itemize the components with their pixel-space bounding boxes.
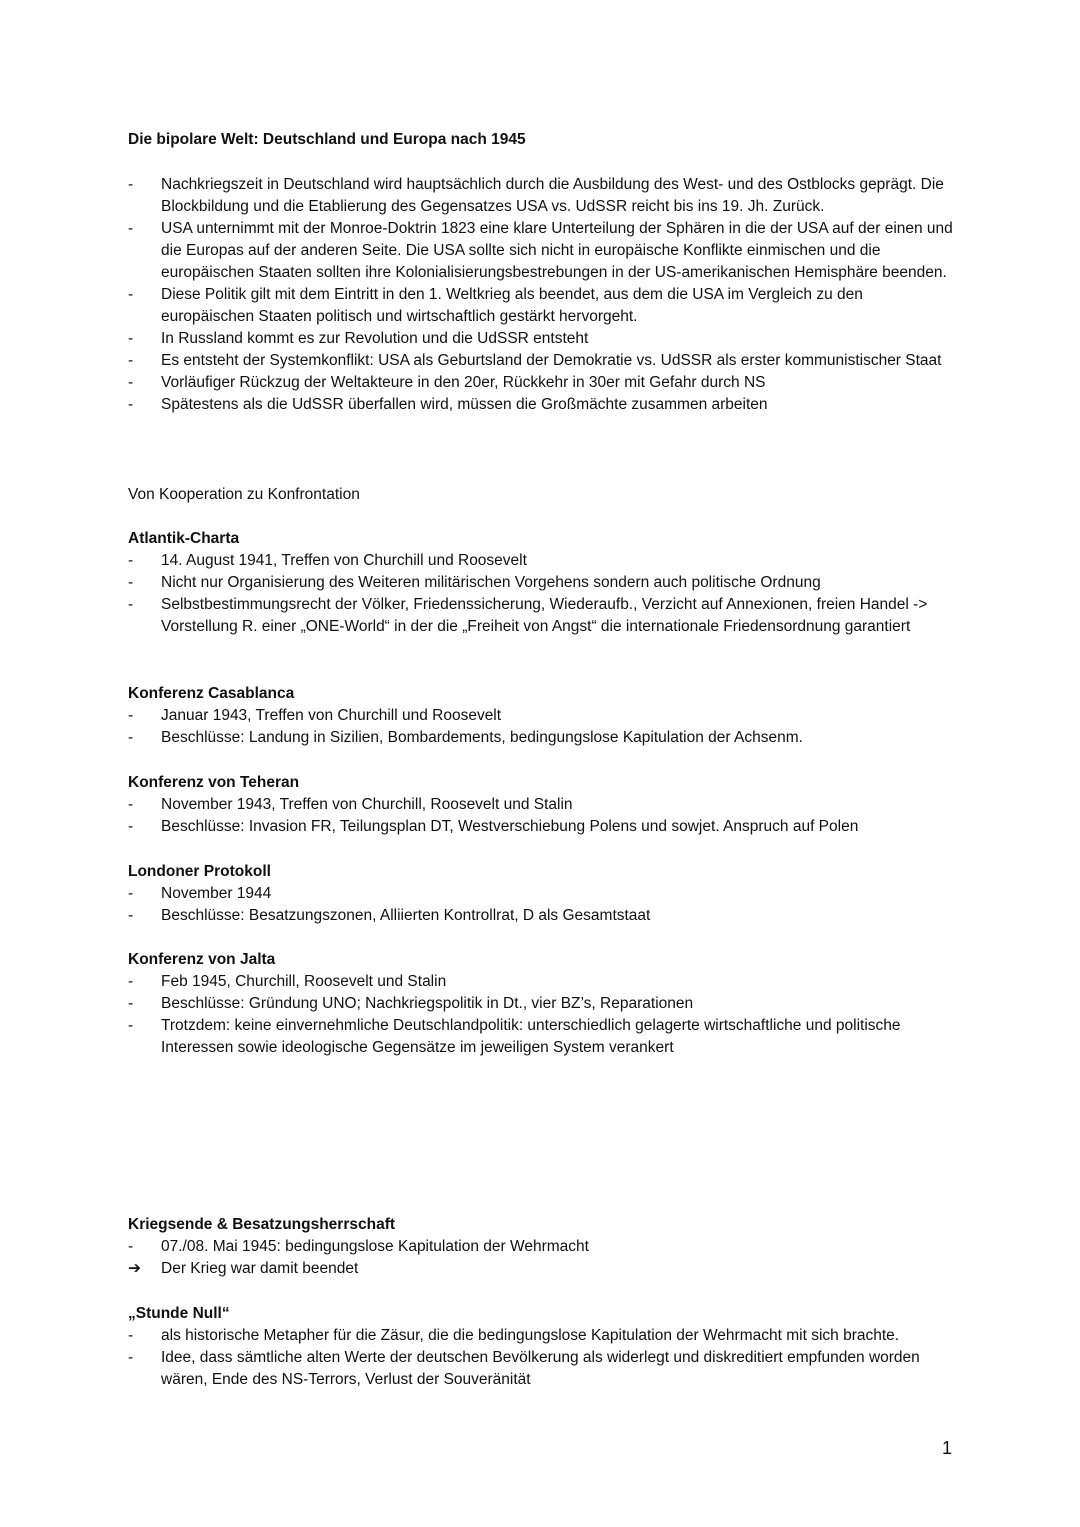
dash-marker: - (128, 220, 134, 237)
list-item (128, 1325, 958, 1347)
section-heading: Konferenz Casablanca (128, 685, 295, 702)
dash-marker: - (128, 796, 134, 813)
list-item-text: Spätestens als die UdSSR überfallen wird, müssen die Großmächte zusammen arbeiten (161, 396, 768, 413)
dash-marker: - (128, 330, 134, 347)
section-heading: Londoner Protokoll (128, 863, 271, 880)
list-item-text: Feb 1945, Churchill, Roosevelt und Stalin (161, 973, 447, 990)
arrow-right-icon: ➔ (128, 1260, 141, 1277)
dash-marker: - (128, 396, 134, 413)
list-item (128, 1236, 958, 1258)
section-heading: „Stunde Null“ (128, 1305, 230, 1322)
list-item-text: Beschlüsse: Landung in Sizilien, Bombardements, bedingungslose Kapitulation der Achsenm. (161, 729, 803, 746)
dash-marker: - (128, 885, 134, 902)
section-list (128, 883, 958, 927)
section-konferenz-jalta (128, 949, 958, 1059)
dash-marker: - (128, 176, 134, 193)
list-item (128, 727, 958, 749)
section-londoner-protokoll (128, 861, 958, 927)
intro-section (128, 174, 958, 416)
dash-marker: - (128, 1017, 134, 1034)
section-list (128, 1325, 958, 1391)
list-item-text: Beschlüsse: Besatzungszonen, Alliierten Kontrollrat, D als Gesamtstaat (161, 907, 651, 924)
list-item-text: Der Krieg war damit beendet (161, 1260, 359, 1277)
list-item (128, 1347, 958, 1391)
list-item (128, 1258, 958, 1280)
list-item (128, 1015, 958, 1059)
dash-marker: - (128, 552, 134, 569)
list-item-text: Beschlüsse: Invasion FR, Teilungsplan DT, Westverschiebung Polens und sowjet. Anspruch auf Polen (161, 818, 859, 835)
section-list (128, 1236, 958, 1280)
dash-marker: - (128, 729, 134, 746)
list-item-text: Idee, dass sämtliche alten Werte der deutschen Bevölkerung als widerlegt und diskreditiert empfunden worden wären, Ende des NS-Terrors, Verlust der Souveränität (161, 1349, 920, 1388)
section-atlantik-charta (128, 528, 958, 638)
list-item-text: Trotzdem: keine einvernehmliche Deutschlandpolitik: unterschiedlich gelagerte wirtschaftliche und politische Interessen sowie ideologische Gegensätze im jeweiligen System verankert (161, 1017, 901, 1056)
dash-marker: - (128, 973, 134, 990)
list-item (128, 394, 958, 416)
list-item-text: 07./08. Mai 1945: bedingungslose Kapitulation der Wehrmacht (161, 1238, 589, 1255)
list-item (128, 174, 958, 218)
section-konferenz-teheran (128, 772, 958, 838)
section-list (128, 550, 958, 638)
list-item (128, 816, 958, 838)
list-item-text: Januar 1943, Treffen von Churchill und Roosevelt (161, 707, 502, 724)
list-item (128, 705, 958, 727)
list-item (128, 572, 958, 594)
list-item (128, 284, 958, 328)
dash-marker: - (128, 574, 134, 591)
list-item (128, 372, 958, 394)
list-item-text: Nachkriegszeit in Deutschland wird hauptsächlich durch die Ausbildung des West- und des Ostblocks geprägt. Die Blockbildung und die Etablierung des Gegensatzes USA vs. UdSSR reicht bis ins 19. Jh. Zurück. (161, 176, 944, 215)
list-item (128, 883, 958, 905)
dash-marker: - (128, 1238, 134, 1255)
list-item-text: Diese Politik gilt mit dem Eintritt in den 1. Weltkrieg als beendet, aus dem die USA im Vergleich zu den europäischen Staaten politisch und wirtschaftlich gestärkt hervorgeht. (161, 286, 863, 325)
list-item-text: Es entsteht der Systemkonflikt: USA als Geburtsland der Demokratie vs. UdSSR als erster kommunistischer Staat (161, 352, 942, 369)
list-item (128, 905, 958, 927)
dash-marker: - (128, 286, 134, 303)
section-heading: Konferenz von Jalta (128, 951, 276, 968)
list-item-text: Nicht nur Organisierung des Weiteren militärischen Vorgehens sondern auch politische Ordnung (161, 574, 821, 591)
list-item (128, 350, 958, 372)
list-item-text: Selbstbestimmungsrecht der Völker, Friedenssicherung, Wiederaufb., Verzicht auf Annexionen, freien Handel -> Vorstellung R. einer „ONE-World“ in der die „Freiheit von Angst“ die internationale Friedensordnung garantiert (161, 596, 928, 635)
intro-list (128, 174, 958, 416)
list-item-text: 14. August 1941, Treffen von Churchill und Roosevelt (161, 552, 527, 569)
dash-marker: - (128, 1327, 134, 1344)
page-number: 1 (941, 1438, 952, 1458)
section-konferenz-casablanca (128, 683, 958, 749)
page-title: Die bipolare Welt: Deutschland und Europa nach 1945 (128, 131, 526, 148)
list-item-text: als historische Metapher für die Zäsur, die die bedingungslose Kapitulation der Wehrmacht mit sich brachte. (161, 1327, 900, 1344)
section-subheading: Von Kooperation zu Konfrontation (128, 486, 360, 503)
dash-marker: - (128, 596, 134, 613)
list-item-text: November 1943, Treffen von Churchill, Roosevelt und Stalin (161, 796, 573, 813)
list-item (128, 794, 958, 816)
dash-marker: - (128, 995, 134, 1012)
dash-marker: - (128, 907, 134, 924)
list-item (128, 328, 958, 350)
list-item (128, 971, 958, 993)
list-item (128, 550, 958, 572)
section-heading: Atlantik-Charta (128, 530, 240, 547)
dash-marker: - (128, 707, 134, 724)
list-item-text: USA unternimmt mit der Monroe-Doktrin 1823 eine klare Unterteilung der Sphären in die der USA auf der einen und die Europas auf der anderen Seite. Die USA sollte sich nicht in europäische Konflikte einmischen und die europäischen Staaten sollten ihre Kolonialisierungsbestrebungen in der US-amerikanischen Hemisphäre beenden. (161, 220, 953, 281)
list-item (128, 594, 958, 638)
dash-marker: - (128, 374, 134, 391)
list-item-text: November 1944 (161, 885, 272, 902)
section-kriegsende (128, 1214, 958, 1280)
section-list (128, 794, 958, 838)
section-list (128, 971, 958, 1059)
list-item-text: Vorläufiger Rückzug der Weltakteure in den 20er, Rückkehr in 30er mit Gefahr durch NS (161, 374, 766, 391)
list-item-text: Beschlüsse: Gründung UNO; Nachkriegspolitik in Dt., vier BZ’s, Reparationen (161, 995, 694, 1012)
list-item (128, 993, 958, 1015)
section-heading: Konferenz von Teheran (128, 774, 300, 791)
list-item (128, 218, 958, 284)
section-heading: Kriegsende & Besatzungsherrschaft (128, 1216, 396, 1233)
dash-marker: - (128, 352, 134, 369)
dash-marker: - (128, 818, 134, 835)
dash-marker: - (128, 1349, 134, 1366)
section-stunde-null (128, 1303, 958, 1391)
list-item-text: In Russland kommt es zur Revolution und die UdSSR entsteht (161, 330, 589, 347)
section-list (128, 705, 958, 749)
